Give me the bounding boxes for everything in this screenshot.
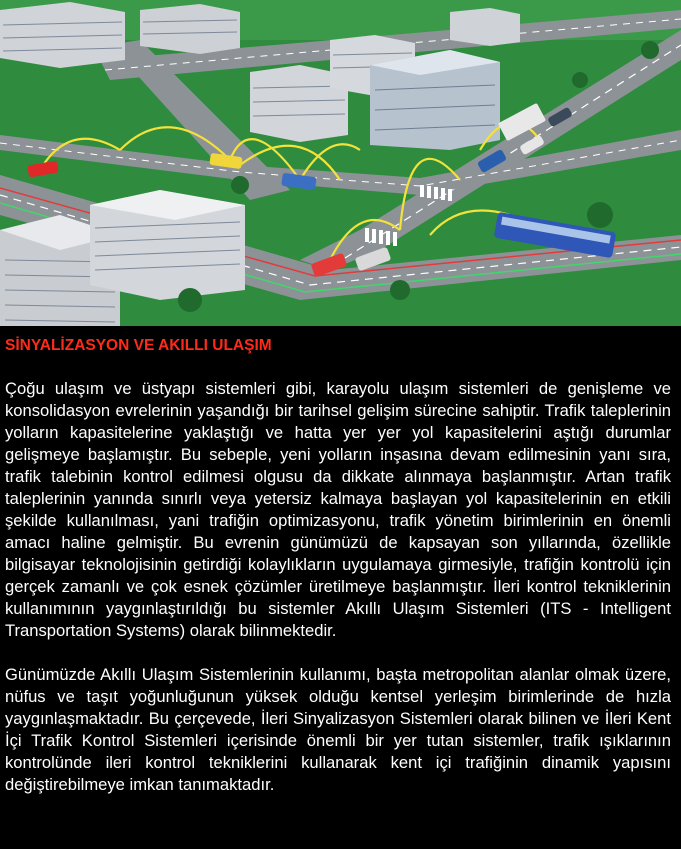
building xyxy=(90,190,245,300)
article-title: SİNYALİZASYON VE AKILLI ULAŞIM xyxy=(5,337,272,354)
paragraph: Günümüzde Akıllı Ulaşım Sistemlerinin kullanımı, başta metropolitan alanlar olmak üzere, nüfus ve taşıt yoğunluğunun yüksek olduğu kentsel yerleşim birimlerinde de hızla yaygınlaşmaktadır. Bu çerçevede, İleri Sinyalizasyon Sistemleri olarak bilinen ve İleri Kent İçi Trafik Kontrol Sistemleri içerisinde önemli bir yer tutan sistemler, trafik ışıklarının kontrolünde ileri kontrol tekniklerini kullanarak kent içi trafiğinin dinamik yapısını değiştirebilmeye imkan tanımaktadır. xyxy=(5,665,671,794)
city-scene-image xyxy=(0,0,681,326)
traffic-illustration xyxy=(0,0,681,326)
building xyxy=(370,50,500,150)
building xyxy=(450,8,520,46)
building xyxy=(0,2,125,68)
building xyxy=(140,4,240,54)
article-body xyxy=(5,378,671,818)
paragraph: Çoğu ulaşım ve üstyapı sistemleri gibi, karayolu ulaşım sistemleri de genişleme ve konsolidasyon evrelerinin yaşandığı bir tarihsel gelişim sürecine sahiptir. Trafik taleplerinin yolların kapasitelerine yaklaştığı ve hatta yer yer yol kapasitelerini aştığı durumlar gelişmeye başlamıştır. Bu sebeple, yeni yolların inşasına devam edilmesinin yanı sıra, trafik talebinin kontrol edilmesi olgusu da dikkate alınmaya başlanmıştır. Artan trafik taleplerinin yanında sınırlı veya yetersiz kalmaya başlayan yol kapasitelerinin en etkili şekilde kullanılması, yani trafiğin optimizasyonu, trafik yönetim birimlerinin en önemli amacı haline gelmiştir. Bu evrenin günümüzü de kapsayan son yıllarında, özellikle bilgisayar teknolojisinin getirdiği kolaylıkların uygulamaya girmesiyle, trafiğin kontrolü için gerçek zamanlı ve çok esnek çözümler üretilmeye başlanmıştır. İleri kontrol tekniklerinin kullanımının yaygınlaştırıldığı bu sistemler Akıllı Ulaşım Sistemleri (ITS - Intelligent Transportation Systems) olarak bilinmektedir. xyxy=(5,379,671,640)
